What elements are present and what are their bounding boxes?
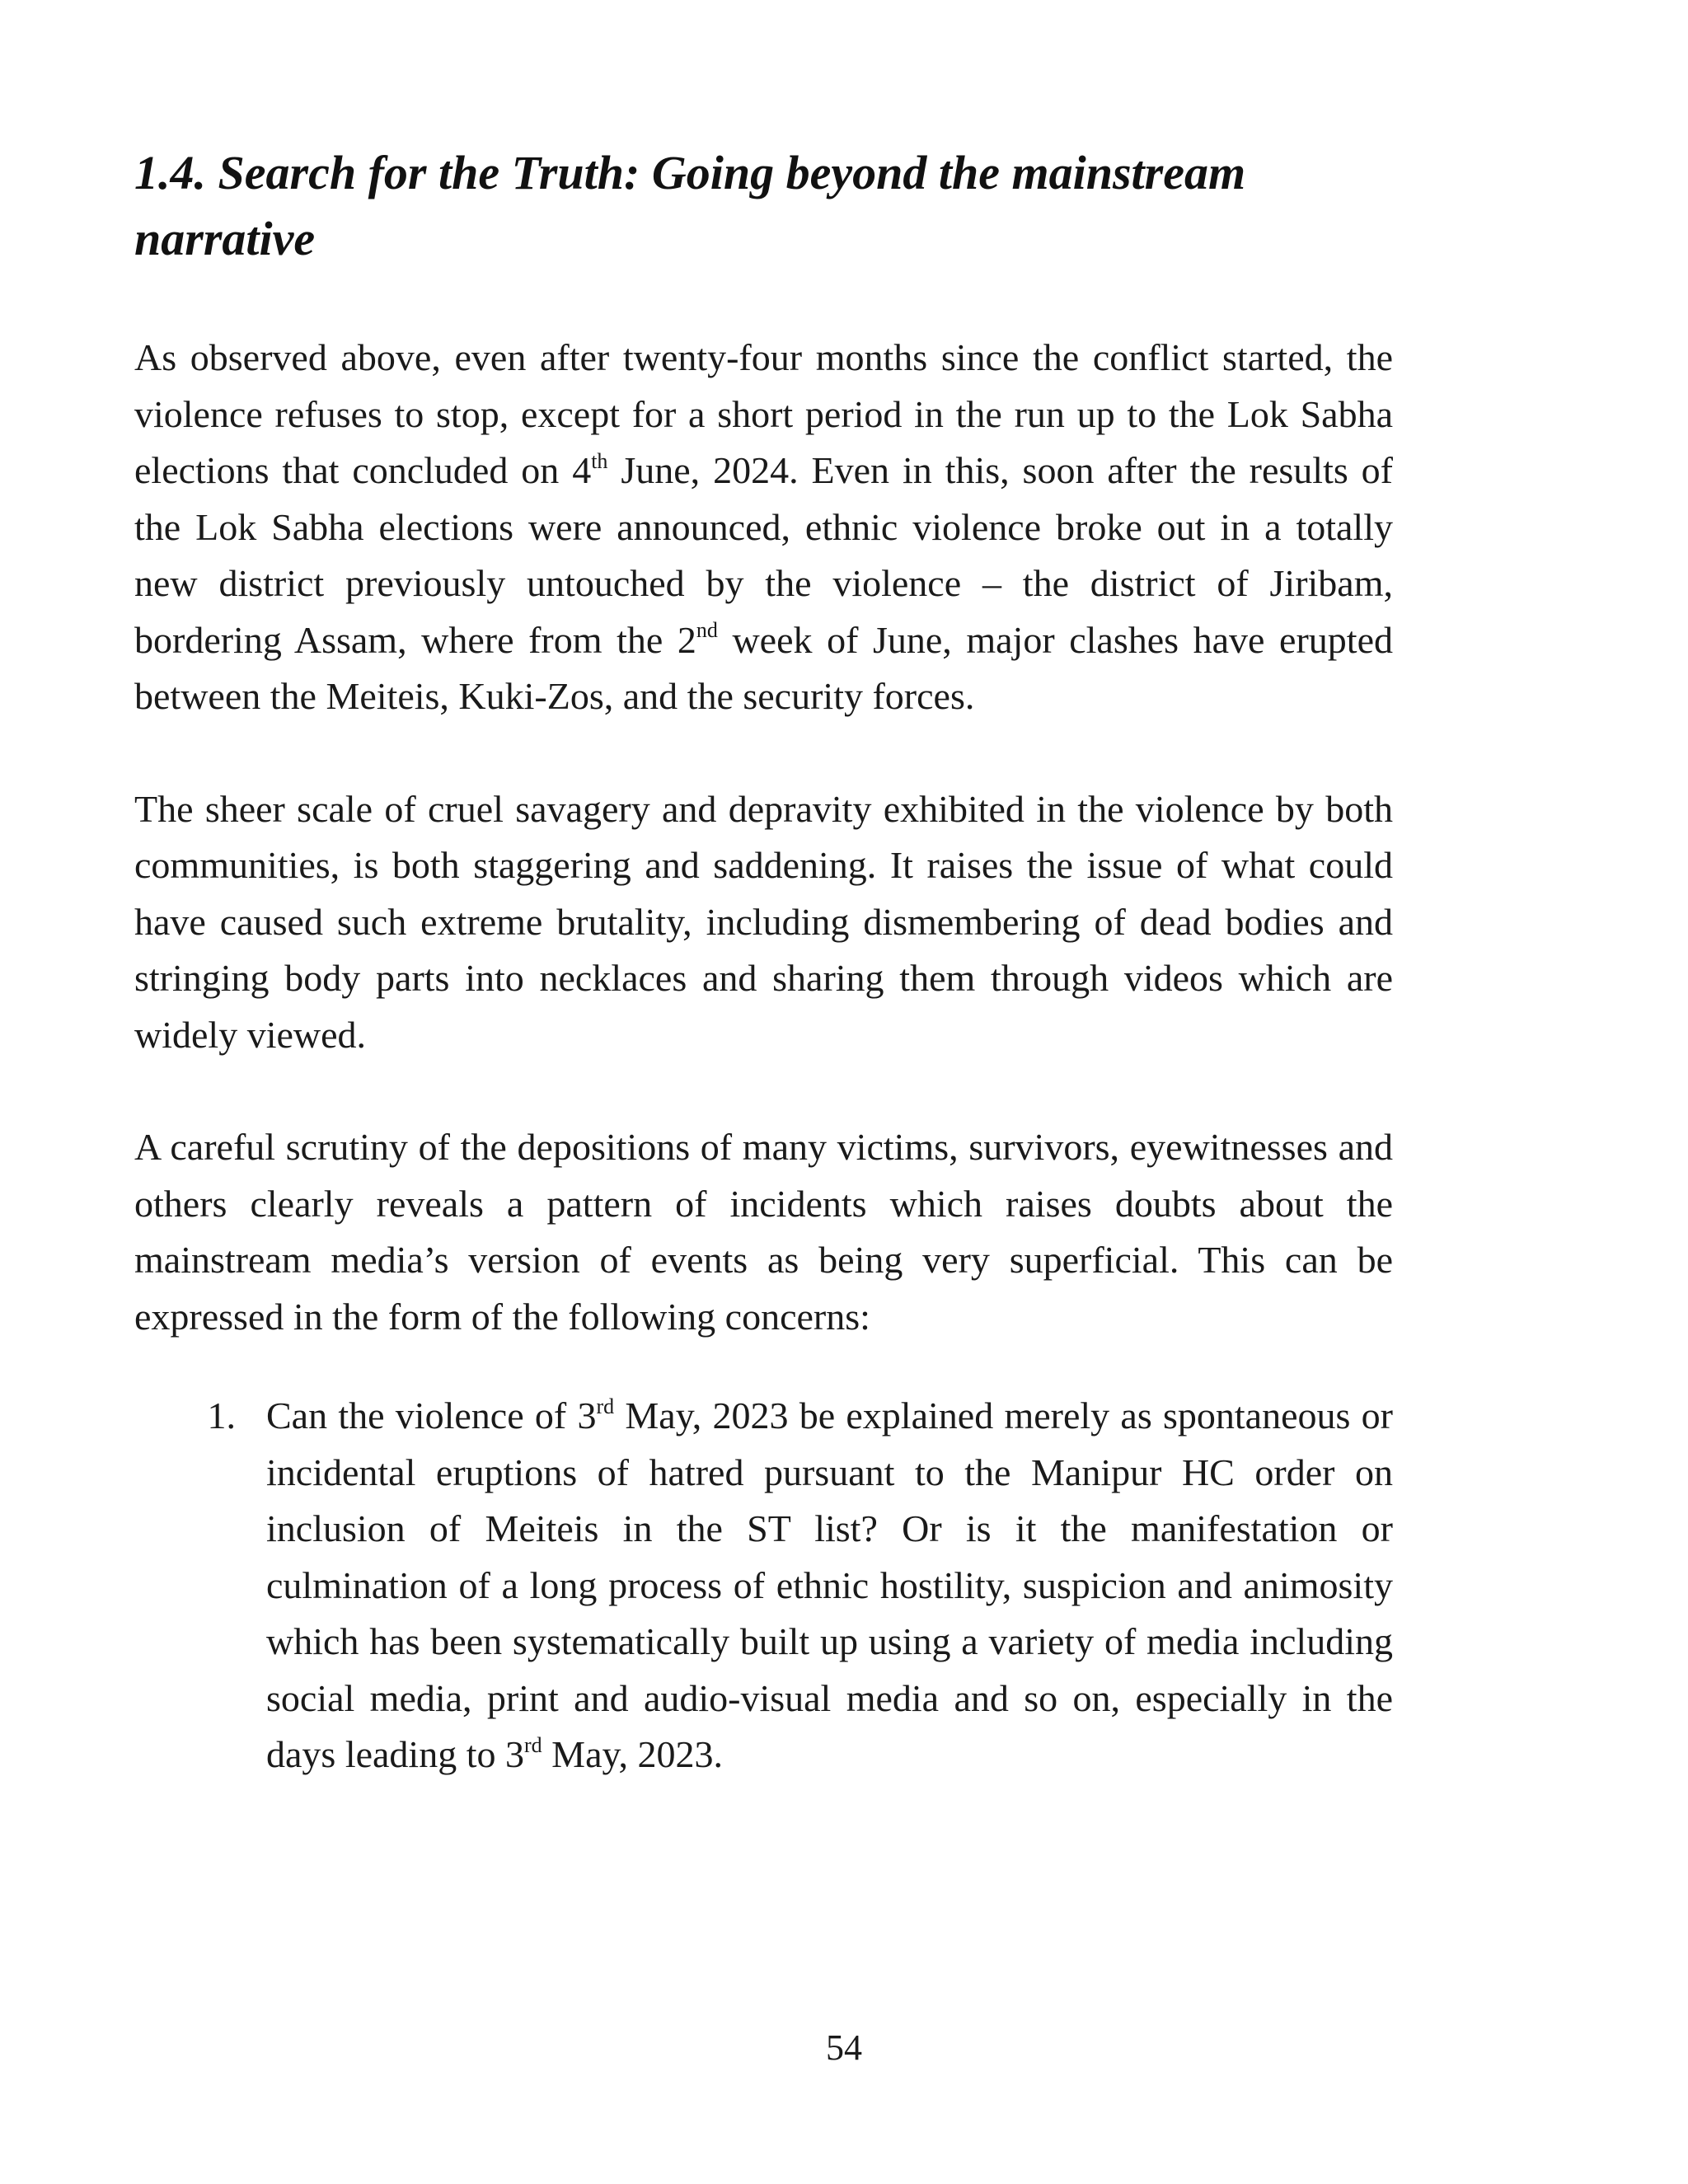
paragraph-3: A careful scrutiny of the depositions of many victims, survivors, eyewitnesses and others clearly reveals a pattern of incidents which raises doubts about the mainstream media’s version of events as being very superficial. This can be expressed in the form of the following concerns: (134, 1126, 1393, 1338)
list-item (134, 1388, 1393, 1783)
superscript-rd: rd (596, 1394, 615, 1418)
list-item-number: 1. (207, 1394, 236, 1436)
superscript-nd: nd (696, 618, 718, 643)
page-content (134, 140, 1393, 1783)
paragraph-2: The sheer scale of cruel savagery and depravity exhibited in the violence by both communities, is both staggering and saddening. It raises the issue of what could have caused such extreme brutality, including dismembering of dead bodies and stringing body parts into necklaces and sharing them through videos which are widely viewed. (134, 787, 1393, 1056)
list-item-text-c: May, 2023. (542, 1733, 724, 1775)
paragraph-1-text-c: week of June, major clashes have erupted between the Meiteis, Kuki-Zos, and the security forces. (134, 618, 1393, 717)
list-item-text (266, 1388, 1393, 1783)
section-heading: 1.4. Search for the Truth: Going beyond the mainstream narrative (134, 146, 1246, 265)
list-item-text-b: May, 2023 be explained merely as spontaneous or incidental eruptions of hatred pursuant to the Manipur HC order on inclusion of Meiteis in the ST list? Or is it the manifestation or culmination of a long process of ethnic hostility, suspicion and animosity which has been systematically built up using a variety of media including social media, print and audio-visual media and so on, especially in the days leading to 3 (266, 1394, 1393, 1775)
list-item-text-a: Can the violence of 3 (266, 1394, 597, 1436)
paragraph-1-text-b: June, 2024. Even in this, soon after the results of the Lok Sabha elections were announced, ethnic violence broke out in a totally new district previously untouched by the violence – the district of Jiribam, bordering Assam, where from the 2 (134, 449, 1393, 661)
concerns-list (134, 1388, 1393, 1783)
page-number: 54 (826, 2027, 862, 2068)
superscript-rd-2: rd (524, 1732, 542, 1757)
superscript-th: th (591, 448, 608, 473)
paragraph-1-text-a: As observed above, even after twenty-four months since the conflict started, the violence refuses to stop, except for a short period in the run up to the Lok Sabha elections that concluded on 4 (134, 336, 1393, 491)
paragraph-1 (134, 330, 1393, 725)
